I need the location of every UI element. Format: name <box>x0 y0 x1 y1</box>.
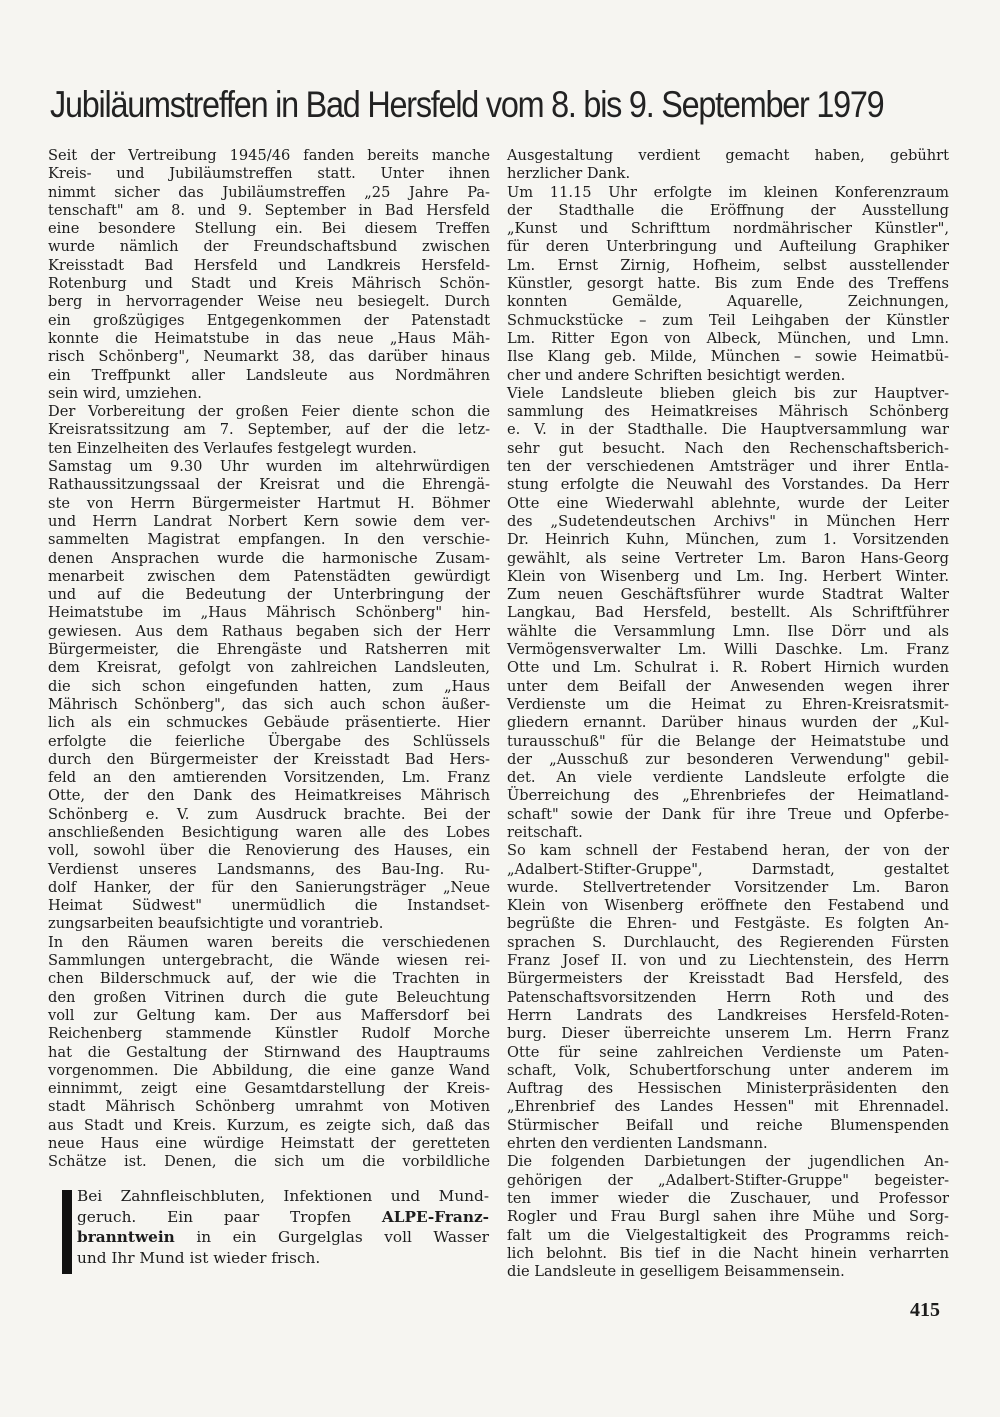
text-line: und auf die Bedeutung der Unterbringung der <box>48 586 490 604</box>
text-line: berg in hervorragender Weise neu besiegelt. Durch <box>48 293 490 311</box>
text-line: cher und andere Schriften besichtigt werden. <box>507 366 846 384</box>
text-line: det. An viele verdiente Landsleute erfolgte die <box>507 769 949 787</box>
text-line: der Stadthalle die Eröffnung der Ausstellung <box>507 201 949 219</box>
ad-line <box>77 1227 489 1248</box>
text-line: Auftrag des Hessischen Ministerpräsidenten den <box>507 1080 949 1098</box>
text-line: Der Vorbereitung der großen Feier diente schon die <box>48 403 490 421</box>
paragraph <box>48 147 490 403</box>
text-line: begrüßte die Ehren- und Festgäste. Es folgten An- <box>507 915 949 933</box>
ad-line: Bei Zahnfleischbluten, Infektionen und Mund- <box>77 1187 489 1205</box>
text-line: wurde. Stellvertretender Vorsitzender Lm. Baron <box>507 878 949 896</box>
text-line: burg. Dieser überreichte unserem Lm. Herrn Franz <box>507 1025 949 1043</box>
text-line: sein wird, umziehen. <box>48 384 202 402</box>
text-line: aus Stadt und Kreis. Kurzum, es zeigte sich, daß das <box>48 1116 490 1134</box>
text-line: Bürgermeister, die Ehrengäste und Ratsherren mit <box>48 641 490 659</box>
text-line: risch Schönberg", Neumarkt 38, das darüber hinaus <box>48 348 490 366</box>
text-line: Rathaussitzungssaal der Kreisrat und die Ehrengä- <box>48 476 490 494</box>
text-line: ten der verschiedenen Amtsträger und ihrer Entla- <box>507 458 949 476</box>
paragraph <box>507 842 949 1153</box>
text-line: Um 11.15 Uhr erfolgte im kleinen Konferenzraum <box>507 183 949 201</box>
text-line: „Ehrenbrief des Landes Hessen" mit Ehrennadel. <box>507 1098 949 1116</box>
text-line: schaft" sowie der Dank für ihre Treue und Opferbe- <box>507 805 949 823</box>
text-line: ein Treffpunkt aller Landsleute aus Nordmähren <box>48 366 490 384</box>
text-line: für deren Unterbringung und Aufteilung Graphiker <box>507 238 949 256</box>
text-line: und Herrn Landrat Norbert Kern sowie dem ver- <box>48 512 490 530</box>
text-line: die sich schon eingefunden hatten, zum „Haus <box>48 677 490 695</box>
ad-text-part: in ein Gurgelglas voll Wasser <box>174 1228 489 1246</box>
text-line: Dr. Heinrich Kuhn, München, zum 1. Vorsitzenden <box>507 531 949 549</box>
text-line: Otte eine Wiederwahl ablehnte, wurde der Leiter <box>507 494 949 512</box>
text-line: ein großzügiges Entgegenkommen der Patenstadt <box>48 311 490 329</box>
paragraph <box>48 934 490 1172</box>
text-line: Reichenberg stammende Künstler Rudolf Morche <box>48 1025 490 1043</box>
ad-text-part: geruch. Ein paar Tropfen <box>77 1207 382 1226</box>
text-line: Mährisch Schönberg", das sich auch schon äußer- <box>48 695 490 713</box>
text-line: Heimat Südwest" unermüdlich die Instandset- <box>48 897 490 915</box>
text-line: Klein von Wisenberg eröffnete den Festabend und <box>507 897 949 915</box>
text-line: reitschaft. <box>507 823 583 841</box>
text-line: tenschaft" am 8. und 9. September in Bad Hersfeld <box>48 201 490 219</box>
text-line: Patenschaftsvorsitzenden Herrn Roth und des <box>507 988 949 1006</box>
text-line: sammelten Magistrat empfangen. In den verschie- <box>48 531 490 549</box>
text-line: voll zur Geltung kam. Der aus Maffersdorf bei <box>48 1006 490 1024</box>
text-line: ste von Herrn Bürgermeister Hartmut H. Böhmer <box>48 494 490 512</box>
article-title: Jubiläumstreffen in Bad Hersfeld vom 8. bis 9. September 1979 <box>50 84 884 125</box>
text-line: Lm. Ernst Zirnig, Hofheim, selbst ausstellender <box>507 256 949 274</box>
text-line: In den Räumen waren bereits die verschiedenen <box>48 933 490 951</box>
left-column <box>48 147 490 1172</box>
text-line: „Kunst und Schrifttum nordmährischer Künstler", <box>507 220 949 238</box>
text-line: „Adalbert-Stifter-Gruppe", Darmstadt, gestaltet <box>507 860 949 878</box>
text-line: Kreis- und Jubiläumstreffen statt. Unter ihnen <box>48 165 490 183</box>
text-line: stung erfolgte die Neuwahl des Vorstandes. Da Herr <box>507 476 949 494</box>
text-line: des „Sudetendeutschen Archivs" in München Herr <box>507 512 949 530</box>
text-line: Ilse Klang geb. Milde, München – sowie Heimatbü- <box>507 348 949 366</box>
advertisement-box <box>60 1186 490 1278</box>
text-line: chen Bilderschmuck auf, der wie die Trachten in <box>48 970 490 988</box>
text-line: sprachen S. Durchlaucht, des Regierenden Fürsten <box>507 933 949 951</box>
text-line: Kreisstadt Bad Hersfeld und Landkreis Hersfeld- <box>48 256 490 274</box>
text-line: gliedern ernannt. Darüber hinaus wurden der „Kul- <box>507 714 949 732</box>
paragraph <box>48 458 490 934</box>
text-line: Otte und Lm. Schulrat i. R. Robert Hirnich wurden <box>507 659 949 677</box>
ad-brand: branntwein <box>77 1228 175 1246</box>
text-line: Vermögensverwalter Lm. Willi Daschke. Lm. Franz <box>507 641 949 659</box>
text-line: gewählt, als seine Vertreter Lm. Baron Hans-Georg <box>507 549 949 567</box>
text-line: ehrten den verdienten Landsmann. <box>507 1135 768 1153</box>
text-line: ten immer wieder die Zuschauer, und Professor <box>507 1189 949 1207</box>
text-line: Ausgestaltung verdient gemacht haben, gebührt <box>507 147 949 164</box>
text-line: voll, sowohl über die Renovierung des Hauses, ein <box>48 842 490 860</box>
right-column <box>507 147 949 1281</box>
text-line: erfolgte die feierliche Übergabe des Schlüssels <box>48 732 490 750</box>
text-line: dem Kreisrat, gefolgt von zahlreichen Landsleuten, <box>48 659 490 677</box>
ad-accent-bar <box>62 1190 72 1274</box>
text-line: Schätze ist. Denen, die sich um die vorbildliche <box>48 1153 490 1171</box>
text-line: lich als ein schmuckes Gebäude präsentierte. Hier <box>48 714 490 732</box>
paragraph <box>507 385 949 842</box>
text-line: wählte die Versammlung Lmn. Ilse Dörr und als <box>507 622 949 640</box>
text-line: Samstag um 9.30 Uhr wurden im altehrwürdigen <box>48 458 490 476</box>
text-line: hat die Gestaltung der Stirnwand des Hauptraums <box>48 1043 490 1061</box>
ad-line <box>77 1207 489 1228</box>
text-line: Otte, der den Dank des Heimatkreises Mährisch <box>48 787 490 805</box>
text-line: gehörigen der „Adalbert-Stifter-Gruppe" begeister- <box>507 1171 949 1189</box>
text-line: falt um die Vielgestaltigkeit des Programms reich- <box>507 1226 949 1244</box>
text-line: nimmt sicher das Jubiläumstreffen „25 Jahre Pa- <box>48 183 490 201</box>
text-line: Rotenburg und Stadt und Kreis Mährisch Schön- <box>48 275 490 293</box>
text-line: Schönberg e. V. zum Ausdruck brachte. Bei der <box>48 805 490 823</box>
text-line: Lm. Ritter Egon von Albeck, München, und Lmn. <box>507 329 949 347</box>
text-line: turausschuß" für die Belange der Heimatstube und <box>507 732 949 750</box>
text-line: lich belohnt. Bis tief in die Nacht hinein verharrten <box>507 1244 949 1262</box>
text-line: ten Einzelheiten des Verlaufes festgelegt wurden. <box>48 439 417 457</box>
ad-line: und Ihr Mund ist wieder frisch. <box>77 1248 321 1267</box>
text-line: sehr gut besucht. Nach den Rechenschaftsberich- <box>507 439 949 457</box>
paragraph <box>507 184 949 385</box>
text-line: der „Ausschuß zur besonderen Verwendung" gebil- <box>507 750 949 768</box>
text-line: stadt Mährisch Schönberg umrahmt von Motiven <box>48 1098 490 1116</box>
text-line: Heimatstube im „Haus Mährisch Schönberg" hin- <box>48 604 490 622</box>
text-line: Langkau, Bad Hersfeld, bestellt. Als Schriftführer <box>507 604 949 622</box>
text-line: Künstler, gesorgt hatte. Bis zum Ende des Treffens <box>507 275 949 293</box>
text-line: menarbeit zwischen dem Patenstädten gewürdigt <box>48 567 490 585</box>
text-line: Herrn Landrats des Landkreises Hersfeld-Roten- <box>507 1006 949 1024</box>
text-line: eine besondere Stellung ein. Bei diesem Treffen <box>48 220 490 238</box>
text-line: die Landsleute in geselligem Beisammensein. <box>507 1263 845 1281</box>
text-line: herzlicher Dank. <box>507 165 631 183</box>
text-line: Sammlungen untergebracht, die Wände wiesen rei- <box>48 952 490 970</box>
text-line: Die folgenden Darbietungen der jugendlichen An- <box>507 1153 949 1171</box>
text-line: feld an den amtierenden Vorsitzenden, Lm. Franz <box>48 769 490 787</box>
text-line: Franz Josef II. von und zu Liechtenstein, des Herrn <box>507 952 949 970</box>
text-line: unter dem Beifall der Anwesenden wegen ihrer <box>507 677 949 695</box>
text-line: zungsarbeiten beaufsichtigte und vorantrieb. <box>48 915 384 933</box>
text-line: Überreichung des „Ehrenbriefes der Heimatland- <box>507 787 949 805</box>
text-line: wurde nämlich der Freundschaftsbund zwischen <box>48 238 490 256</box>
text-line: den großen Vitrinen durch die gute Beleuchtung <box>48 988 490 1006</box>
text-line: Rogler und Frau Burgl sahen ihre Mühe und Sorg- <box>507 1208 949 1226</box>
text-line: dolf Hanker, der für den Sanierungsträger „Neue <box>48 878 490 896</box>
paragraph <box>48 403 490 458</box>
text-line: Verdienste um die Heimat zu Ehren-Kreisratsmit- <box>507 695 949 713</box>
page-number: 415 <box>910 1299 940 1321</box>
text-line: Seit der Vertreibung 1945/46 fanden bereits manche <box>48 147 490 164</box>
text-line: einnimmt, zeigt eine Gesamtdarstellung der Kreis- <box>48 1080 490 1098</box>
text-line: Schmuckstücke – zum Teil Leihgaben der Künstler <box>507 311 949 329</box>
text-line: konnten Gemälde, Aquarelle, Zeichnungen, <box>507 293 949 311</box>
text-line: Kreisratssitzung am 7. September, auf der die letz- <box>48 421 490 439</box>
text-line: e. V. in der Stadthalle. Die Hauptversammlung war <box>507 421 949 439</box>
text-line: Bürgermeisters der Kreisstadt Bad Hersfeld, des <box>507 970 949 988</box>
text-line: Klein von Wisenberg und Lm. Ing. Herbert Winter. <box>507 567 949 585</box>
ad-text <box>77 1186 489 1268</box>
text-line: Viele Landsleute blieben gleich bis zur Hauptver- <box>507 384 949 402</box>
text-line: schaft, Volk, Schubertforschung unter anderem im <box>507 1061 949 1079</box>
text-line: Verdienst unseres Landsmanns, des Bau-Ing. Ru- <box>48 860 490 878</box>
text-line: sammlung des Heimatkreises Mährisch Schönberg <box>507 403 949 421</box>
text-line: gewiesen. Aus dem Rathaus begaben sich der Herr <box>48 622 490 640</box>
paragraph <box>507 1153 949 1281</box>
text-line: durch den Bürgermeister der Kreisstadt Bad Hers- <box>48 750 490 768</box>
text-line: denen Ansprachen wurde die harmonische Zusam- <box>48 549 490 567</box>
text-line: Otte für seine zahlreichen Verdienste um Paten- <box>507 1043 949 1061</box>
paragraph <box>507 147 949 184</box>
text-line: Stürmischer Beifall und reiche Blumenspenden <box>507 1116 949 1134</box>
text-line: Zum neuen Geschäftsführer wurde Stadtrat Walter <box>507 586 949 604</box>
text-line: konnte die Heimatstube in das neue „Haus Mäh- <box>48 329 490 347</box>
text-line: anschließenden Besichtigung waren alle des Lobes <box>48 823 490 841</box>
text-line: vorgenommen. Die Abbildung, die eine ganze Wand <box>48 1061 490 1079</box>
ad-brand: ALPE-Franz- <box>381 1207 489 1226</box>
text-line: neue Haus eine würdige Heimstatt der geretteten <box>48 1135 490 1153</box>
text-line: So kam schnell der Festabend heran, der von der <box>507 842 949 860</box>
